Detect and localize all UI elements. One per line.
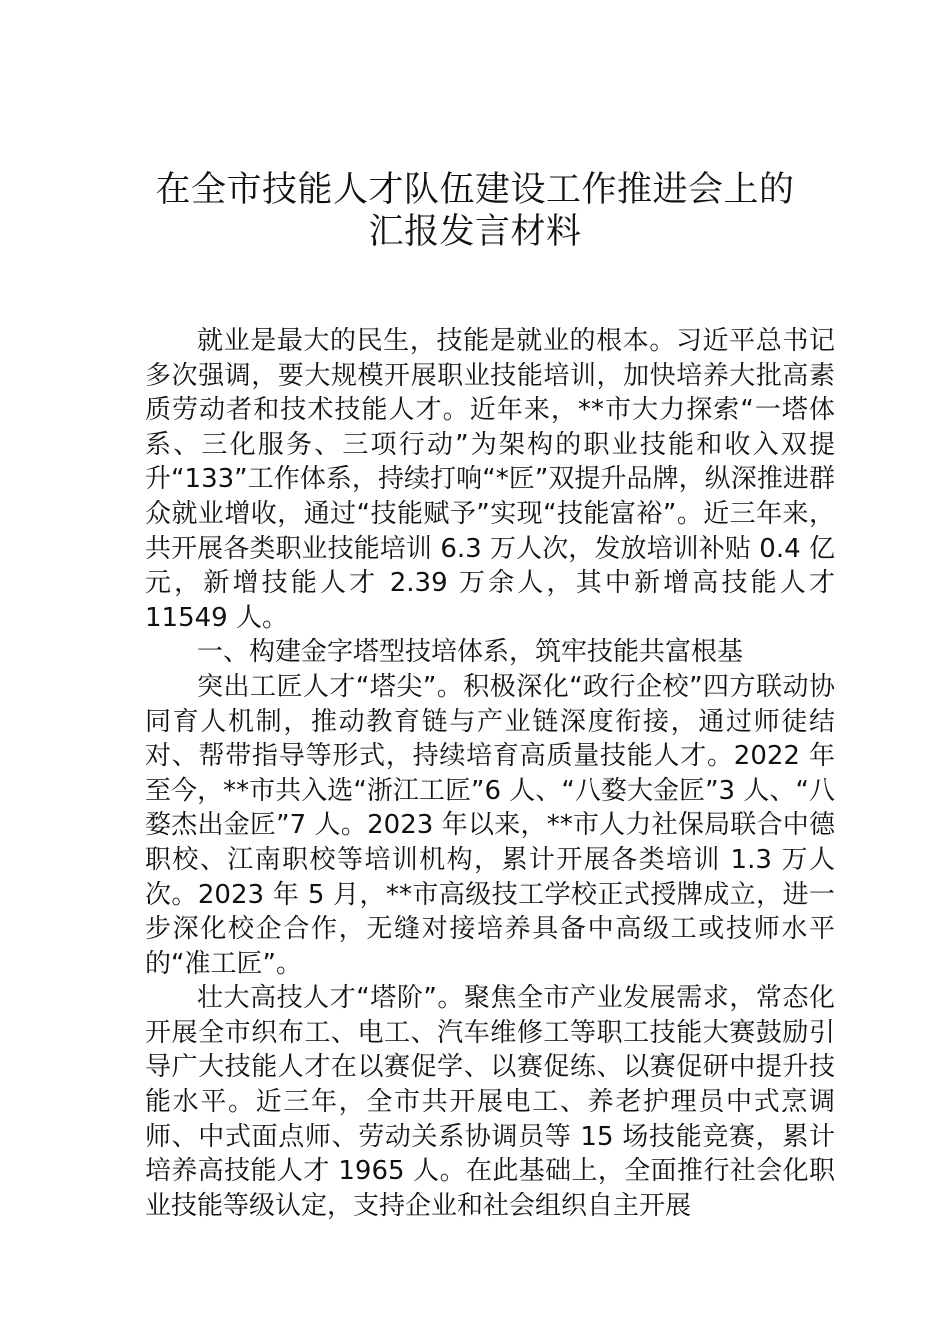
document-title-line-1: 在全市技能人才队伍建设工作推进会上的 <box>155 170 795 210</box>
document-title-line-2: 汇报发言材料 <box>368 212 582 252</box>
paragraph-tower-top: 突出工匠人才“塔尖”。积极深化“政行企校”四方联动协同育人机制，推动教育链与产业链深度衔接，通过师徒结对、帮带指导等形式，持续培育高质量技能人才。2022 年至今，**市共入选“浙江工匠”6 人、“八婺大金匠”3 人、“八婺杰出金匠”7 人。2023 年以来，**市人力社保局联合中德职校、江南职校等培训机构，累计开展各类培训 1.3 万人次。2023 年 5 月，**市高级技工学校正式授牌成立，进一步深化校企合作，无缝对接培养具备中高级工或技师水平的“准工匠”。 <box>145 671 835 979</box>
document-body <box>145 324 835 1223</box>
section-heading-1: 一、构建金字塔型技培体系，筑牢技能共富根基 <box>197 637 744 668</box>
paragraph-tower-steps: 壮大高技人才“塔阶”。聚焦全市产业发展需求，常态化开展全市织布工、电工、汽车维修工等职工技能大赛鼓励引导广大技能人才在以赛促学、以赛促练、以赛促研中提升技能水平。近三年，全市共开展电工、养老护理员中式烹调师、中式面点师、劳动关系协调员等 15 场技能竞赛，累计培养高技能人才 1965 人。在此基础上，全面推行社会化职业技能等级认定，支持企业和社会组织自主开展 <box>145 983 835 1221</box>
paragraph-intro: 就业是最大的民生，技能是就业的根本。习近平总书记多次强调，要大规模开展职业技能培训，加快培养大批高素质劳动者和技术技能人才。近年来，**市大力探索“一塔体系、三化服务、三项行动”为架构的职业技能和收入双提升“133”工作体系，持续打响“*匠”双提升品牌，纵深推进群众就业增收，通过“技能赋予”实现“技能富裕”。近三年来，共开展各类职业技能培训 6.3 万人次，发放培训补贴 0.4 亿元，新增技能人才 2.39 万余人，其中新增高技能人才 11549 人。 <box>145 326 835 633</box>
